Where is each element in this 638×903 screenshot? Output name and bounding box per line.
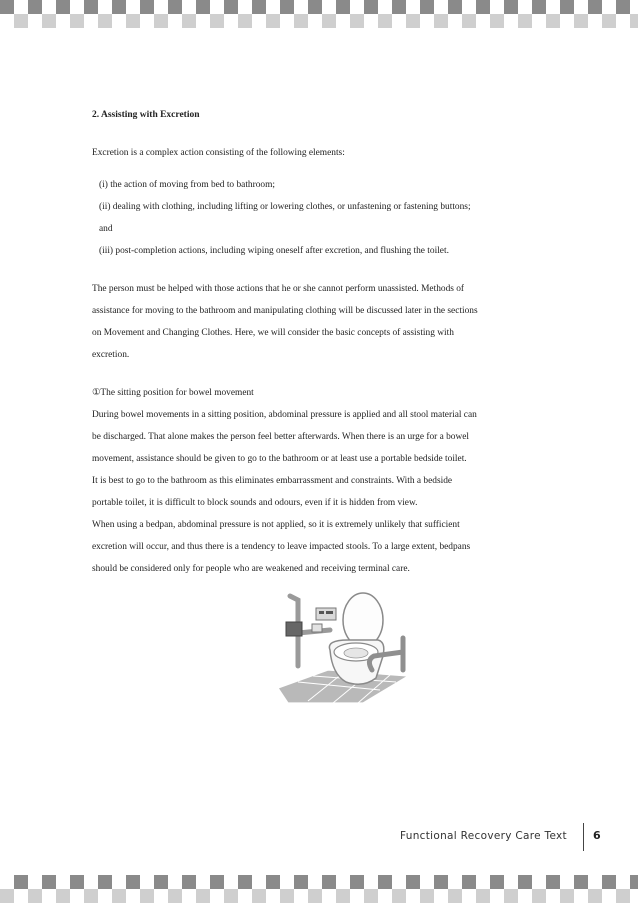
checker-square bbox=[294, 0, 308, 14]
checker-square bbox=[14, 14, 28, 28]
checker-square bbox=[574, 14, 588, 28]
checker-square bbox=[378, 889, 392, 903]
checker-square bbox=[0, 14, 14, 28]
checker-square bbox=[56, 0, 70, 14]
checker-square bbox=[588, 0, 602, 14]
checker-square bbox=[182, 0, 196, 14]
checker-square bbox=[532, 0, 546, 14]
checker-square bbox=[336, 889, 350, 903]
checker-square bbox=[518, 889, 532, 903]
checker-square bbox=[518, 0, 532, 14]
checker-square bbox=[168, 875, 182, 889]
checker-square bbox=[378, 0, 392, 14]
checker-square bbox=[504, 889, 518, 903]
paragraph-line: excretion will occur, and thus there is a tendency to leave impacted stools. To a large extent, bedpans bbox=[92, 542, 471, 552]
checker-square bbox=[406, 0, 420, 14]
checker-square bbox=[182, 875, 196, 889]
checker-square bbox=[224, 875, 238, 889]
checker-square bbox=[70, 0, 84, 14]
checker-square bbox=[252, 889, 266, 903]
checker-square bbox=[350, 889, 364, 903]
list-item: (ii) dealing with clothing, including lifting or lowering clothes, or unfastening or fastening buttons; bbox=[99, 202, 471, 212]
checker-square bbox=[280, 889, 294, 903]
checker-square bbox=[28, 0, 42, 14]
checker-square bbox=[490, 0, 504, 14]
paragraph-line: During bowel movements in a sitting position, abdominal pressure is applied and all stool material can bbox=[92, 410, 477, 420]
checker-square bbox=[420, 0, 434, 14]
list-item: (iii) post-completion actions, including wiping oneself after excretion, and flushing the toilet. bbox=[99, 246, 449, 256]
checker-square bbox=[560, 875, 574, 889]
checker-square bbox=[630, 889, 638, 903]
checker-square bbox=[224, 889, 238, 903]
paragraph-line: When using a bedpan, abdominal pressure is not applied, so it is extremely unlikely that sufficient bbox=[92, 520, 460, 530]
checker-square bbox=[364, 889, 378, 903]
paragraph-line: portable toilet, it is difficult to block sounds and odours, even if it is hidden from view. bbox=[92, 498, 418, 508]
checker-square bbox=[406, 889, 420, 903]
checker-square bbox=[462, 14, 476, 28]
checker-square bbox=[126, 875, 140, 889]
checker-square bbox=[196, 889, 210, 903]
checker-square bbox=[434, 889, 448, 903]
checker-square bbox=[322, 875, 336, 889]
checker-square bbox=[574, 0, 588, 14]
checker-square bbox=[350, 875, 364, 889]
checker-square bbox=[630, 0, 638, 14]
list-item: and bbox=[99, 224, 113, 234]
checker-square bbox=[448, 875, 462, 889]
checker-square bbox=[42, 889, 56, 903]
checker-square bbox=[364, 0, 378, 14]
checker-square bbox=[56, 889, 70, 903]
checker-square bbox=[378, 14, 392, 28]
checker-square bbox=[84, 0, 98, 14]
checker-square bbox=[420, 875, 434, 889]
checker-square bbox=[0, 0, 14, 14]
checker-square bbox=[518, 14, 532, 28]
checker-square bbox=[448, 14, 462, 28]
checker-square bbox=[336, 0, 350, 14]
main-content bbox=[92, 110, 548, 580]
checker-square bbox=[364, 875, 378, 889]
checker-square bbox=[490, 875, 504, 889]
paper-holder bbox=[286, 622, 302, 636]
checker-square bbox=[182, 889, 196, 903]
checker-square bbox=[476, 14, 490, 28]
checker-square bbox=[70, 875, 84, 889]
checker-square bbox=[154, 875, 168, 889]
checker-square bbox=[210, 0, 224, 14]
checker-square bbox=[336, 14, 350, 28]
checker-square bbox=[378, 875, 392, 889]
checker-square bbox=[532, 889, 546, 903]
checker-square bbox=[252, 0, 266, 14]
checker-square bbox=[98, 875, 112, 889]
checker-square bbox=[406, 14, 420, 28]
checker-square bbox=[448, 889, 462, 903]
checker-square bbox=[42, 0, 56, 14]
checker-square bbox=[112, 0, 126, 14]
paragraph-sitting-position bbox=[92, 404, 548, 580]
section-heading: 2. Assisting with Excretion bbox=[92, 110, 200, 120]
checker-square bbox=[280, 14, 294, 28]
checker-band-bottom bbox=[0, 875, 638, 903]
checker-square bbox=[224, 14, 238, 28]
checker-square bbox=[266, 889, 280, 903]
checker-square bbox=[252, 14, 266, 28]
checker-square bbox=[574, 875, 588, 889]
checker-square bbox=[546, 875, 560, 889]
checker-square bbox=[476, 889, 490, 903]
checker-square bbox=[196, 875, 210, 889]
checker-band-top bbox=[0, 0, 638, 28]
checker-square bbox=[350, 14, 364, 28]
checker-square bbox=[504, 0, 518, 14]
checker-square bbox=[28, 875, 42, 889]
checker-square bbox=[616, 889, 630, 903]
checker-square bbox=[546, 889, 560, 903]
checker-square bbox=[14, 889, 28, 903]
checker-square bbox=[350, 0, 364, 14]
checker-square bbox=[126, 0, 140, 14]
checker-square bbox=[462, 875, 476, 889]
checker-square bbox=[140, 889, 154, 903]
checker-square bbox=[98, 889, 112, 903]
checker-square bbox=[504, 14, 518, 28]
checker-square bbox=[70, 889, 84, 903]
checker-square bbox=[322, 14, 336, 28]
intro-text: Excretion is a complex action consisting of the following elements: bbox=[92, 148, 345, 158]
checker-square bbox=[602, 14, 616, 28]
checker-square bbox=[532, 875, 546, 889]
checker-square bbox=[560, 14, 574, 28]
checker-square bbox=[56, 14, 70, 28]
checker-square bbox=[280, 875, 294, 889]
checker-square bbox=[448, 0, 462, 14]
list-item: (i) the action of moving from bed to bathroom; bbox=[99, 180, 276, 190]
checker-square bbox=[546, 14, 560, 28]
paragraph-line: assistance for moving to the bathroom and manipulating clothing will be discussed later in the sections bbox=[92, 306, 478, 316]
checker-square bbox=[294, 875, 308, 889]
checker-square bbox=[294, 14, 308, 28]
footer-divider bbox=[583, 823, 584, 851]
checker-square bbox=[84, 889, 98, 903]
checker-square bbox=[0, 889, 14, 903]
checker-square bbox=[154, 14, 168, 28]
checker-square bbox=[560, 0, 574, 14]
checker-square bbox=[308, 889, 322, 903]
paragraph-line: on Movement and Changing Clothes. Here, we will consider the basic concepts of assisting with bbox=[92, 328, 454, 338]
checker-square bbox=[42, 14, 56, 28]
checker-square bbox=[280, 0, 294, 14]
checker-square bbox=[308, 14, 322, 28]
checker-square bbox=[252, 875, 266, 889]
checker-square bbox=[364, 14, 378, 28]
checker-square bbox=[154, 0, 168, 14]
checker-square bbox=[266, 875, 280, 889]
checker-square bbox=[336, 875, 350, 889]
checker-square bbox=[196, 0, 210, 14]
checker-square bbox=[0, 875, 14, 889]
checker-square bbox=[420, 14, 434, 28]
checker-square bbox=[84, 875, 98, 889]
paragraph-line: be discharged. That alone makes the person feel better afterwards. When there is an urge for a bowel bbox=[92, 432, 470, 442]
checker-square bbox=[616, 0, 630, 14]
checker-square bbox=[616, 875, 630, 889]
checker-square bbox=[630, 14, 638, 28]
checker-square bbox=[420, 889, 434, 903]
checker-square bbox=[70, 14, 84, 28]
checker-square bbox=[112, 14, 126, 28]
checker-square bbox=[98, 0, 112, 14]
checker-square bbox=[238, 875, 252, 889]
footer-title: Functional Recovery Care Text bbox=[400, 830, 567, 842]
checker-square bbox=[266, 0, 280, 14]
checker-square bbox=[238, 0, 252, 14]
checker-square bbox=[392, 14, 406, 28]
checker-square bbox=[140, 0, 154, 14]
checker-square bbox=[294, 889, 308, 903]
toilet-illustration bbox=[268, 578, 418, 708]
checker-square bbox=[238, 889, 252, 903]
checker-square bbox=[616, 14, 630, 28]
checker-square bbox=[490, 889, 504, 903]
checker-square bbox=[588, 14, 602, 28]
checker-square bbox=[392, 875, 406, 889]
paragraph-line: It is best to go to the bathroom as this eliminates embarrassment and constraints. With a bedside bbox=[92, 476, 453, 486]
paragraph-line: excretion. bbox=[92, 350, 130, 360]
checker-square bbox=[308, 875, 322, 889]
checker-square bbox=[602, 889, 616, 903]
checker-square bbox=[266, 14, 280, 28]
checker-square bbox=[406, 875, 420, 889]
checker-square bbox=[630, 875, 638, 889]
checker-square bbox=[140, 14, 154, 28]
checker-square bbox=[238, 14, 252, 28]
checker-square bbox=[434, 14, 448, 28]
checker-square bbox=[518, 875, 532, 889]
checker-square bbox=[154, 889, 168, 903]
checker-square bbox=[14, 875, 28, 889]
checker-square bbox=[546, 0, 560, 14]
checker-square bbox=[462, 0, 476, 14]
subheading-sitting-position: ①The sitting position for bowel movement bbox=[92, 388, 254, 398]
checker-square bbox=[14, 0, 28, 14]
checker-square bbox=[434, 875, 448, 889]
toilet-lid bbox=[343, 593, 383, 647]
checker-square bbox=[126, 14, 140, 28]
checker-square bbox=[602, 0, 616, 14]
checker-square bbox=[98, 14, 112, 28]
checker-square bbox=[434, 0, 448, 14]
checker-square bbox=[168, 14, 182, 28]
checker-square bbox=[392, 889, 406, 903]
checker-square bbox=[574, 889, 588, 903]
checker-square bbox=[56, 875, 70, 889]
paragraph-line: movement, assistance should be given to go to the bathroom or at least use a portable bedside toilet. bbox=[92, 454, 467, 464]
checker-square bbox=[462, 889, 476, 903]
checker-square bbox=[168, 0, 182, 14]
checker-square bbox=[210, 889, 224, 903]
checker-square bbox=[308, 0, 322, 14]
checker-square bbox=[168, 889, 182, 903]
page-number: 6 bbox=[593, 829, 601, 842]
checker-square bbox=[126, 889, 140, 903]
checker-square bbox=[532, 14, 546, 28]
checker-square bbox=[504, 875, 518, 889]
elements-list bbox=[92, 174, 548, 262]
checker-square bbox=[112, 875, 126, 889]
checker-square bbox=[210, 14, 224, 28]
checker-square bbox=[490, 14, 504, 28]
checker-square bbox=[588, 889, 602, 903]
checker-square bbox=[28, 14, 42, 28]
checker-square bbox=[602, 875, 616, 889]
checker-square bbox=[196, 14, 210, 28]
checker-square bbox=[112, 889, 126, 903]
paragraph-line: The person must be helped with those actions that he or she cannot perform unassisted. Methods of bbox=[92, 284, 465, 294]
checker-square bbox=[392, 0, 406, 14]
checker-square bbox=[140, 875, 154, 889]
checker-square bbox=[476, 875, 490, 889]
checker-square bbox=[476, 0, 490, 14]
checker-square bbox=[28, 889, 42, 903]
checker-square bbox=[560, 889, 574, 903]
checker-square bbox=[322, 0, 336, 14]
paragraph-line: should be considered only for people who are weakened and receiving terminal care. bbox=[92, 564, 410, 574]
checker-square bbox=[210, 875, 224, 889]
checker-square bbox=[42, 875, 56, 889]
checker-square bbox=[588, 875, 602, 889]
paragraph-assistance bbox=[92, 278, 548, 366]
checker-square bbox=[322, 889, 336, 903]
checker-square bbox=[84, 14, 98, 28]
checker-square bbox=[224, 0, 238, 14]
checker-square bbox=[182, 14, 196, 28]
